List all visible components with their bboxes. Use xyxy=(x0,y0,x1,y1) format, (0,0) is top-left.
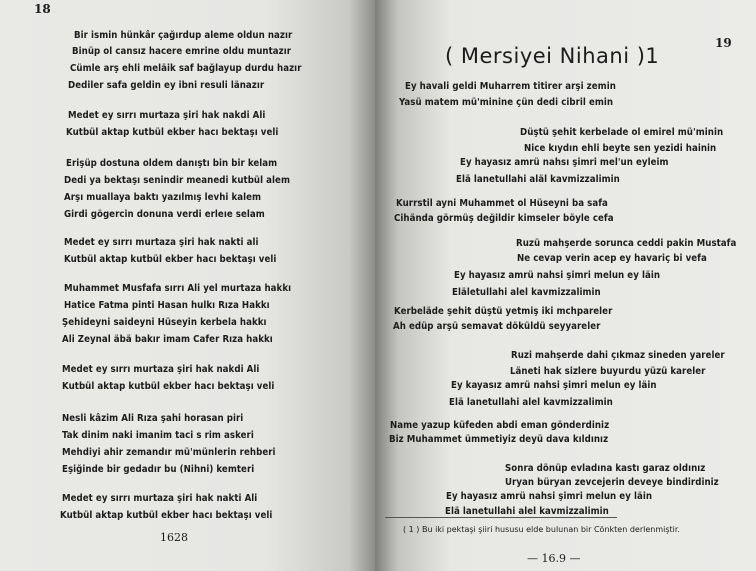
poem-line: Nice kıydın ehli beyte sen yezidi hainin xyxy=(524,143,717,154)
poem-line: Läneti hak sizlere buyurdu yüzü kareler xyxy=(510,366,706,377)
poem-line: Cümle arş ehli meläik saf bağlayup durdu hazır xyxy=(70,63,302,74)
footnote-rule xyxy=(385,517,617,518)
left-page xyxy=(0,0,375,571)
poem-line: Erişüp dostuna oldem danıştı bin bir kelam xyxy=(66,158,278,169)
poem-line: Ey havali geldi Muharrem titirer arşi zemin xyxy=(405,81,616,92)
poem-line: Medet ey sırrı murtaza şiri hak nakti ali xyxy=(64,237,259,248)
poem-line: Ruzi mahşerde dahi çıkmaz sineden yareler xyxy=(511,350,725,361)
poem-line: Kutbül aktap kutbül ekber hacı bektaşı veli xyxy=(62,381,275,392)
poem-line: Medet ey sırrı murtaza şiri hak nakdi Ali xyxy=(68,110,266,121)
poem-line: Kurrstil ayni Muhammet ol Hüseyni ba safa xyxy=(396,198,608,209)
poem-line: Biz Muhammet ümmetiyiz deyü dava kıldınız xyxy=(389,434,609,445)
poem-line: Elä lanetullahi alel kavmizzalimin xyxy=(445,506,609,517)
poem-line: Ey hayasız amrü nahsi şimri melun ey läin xyxy=(446,491,653,502)
poem-line: Name yazup küfeden abdi eman gönderdiniz xyxy=(390,420,610,431)
poem-line: Elä lanetullahi alel kavmizzalimin xyxy=(449,397,613,408)
poem-line: Cihända görmüş değildir kimseler böyle cefa xyxy=(394,213,614,224)
poem-line: Binüp ol cansız hacere emrine oldu muntazır xyxy=(72,46,292,57)
bottom-page-number: 1628 xyxy=(160,531,188,544)
poem-line: Medet ey sırrı murtaza şiri hak nakdi Ali xyxy=(62,364,260,375)
poem-line: Arşı muallaya baktı yazılmış levhi kalem xyxy=(64,192,262,203)
poem-line: Bir ismin hünkâr çağırdup aleme oldun nazır xyxy=(74,30,293,41)
poem-line: Düştü şehit kerbelade ol emirel mü'minin xyxy=(520,127,724,138)
poem-line: Kutbül aktap kutbül ekber hacı bektaşı veli xyxy=(64,254,277,265)
poem-line: Eşiğinde bir gedadır bu (Nihni) kemteri xyxy=(62,464,255,475)
poem-line: Dedi ya bektaşı senindir meanedi kutbül alem xyxy=(64,175,291,186)
poem-line: Sonra dönüp evladına kastı garaz oldınız xyxy=(505,463,706,474)
poem-line: Kerbeläde şehit düştü yetmiş iki mchpareler xyxy=(394,306,613,317)
poem-line: Nesli kâzim Ali Rıza şahi horasan piri xyxy=(62,413,244,424)
poem-line: Ey hayasız amrü nahsı şimri mel'un eyleim xyxy=(460,157,669,168)
poem-line: Muhammet Musfafa sırrı Ali yel murtaza hakkı xyxy=(64,283,292,294)
poem-line: Yasü matem mü'minine çün dedi cibril emin xyxy=(399,97,614,108)
poem-line: Kutbül aktap kutbül ekber hacı bektaşı veli xyxy=(60,510,273,521)
bottom-page-number: — 16.9 — xyxy=(527,552,581,565)
poem-line: Girdi gögercin donuna verdi erleıe selam xyxy=(64,209,265,220)
page-number: 18 xyxy=(34,2,51,16)
poem-line: Ali Zeynal äbä bakır imam Cafer Rıza hakkı xyxy=(62,334,273,345)
poem-line: Hatice Fatma pinti Hasan hulkı Rıza Hakkı xyxy=(64,300,270,311)
poem-line: Uryan büryan zevcejerin deveye bindirdiniz xyxy=(505,477,719,488)
poem-line: Şehideyni saideyni Hüseyin kerbela hakkı xyxy=(62,317,267,328)
poem-line: Elä lanetullahi aläl kavmizzalimin xyxy=(456,174,620,185)
poem-line: Tak dinim naki imanim taci s rim askeri xyxy=(62,430,254,441)
poem-title: ( Mersiyei Nihani )1 xyxy=(445,44,660,68)
poem-line: Dediler safa geldin ey ibni resuli länazır xyxy=(68,80,265,91)
poem-line: Ne cevap verin acep ey havariç bi vefa xyxy=(517,253,707,264)
poem-line: Ey kayasız amrü nahsi şimri melun ey läin xyxy=(451,380,657,391)
right-page xyxy=(375,0,756,571)
poem-line: Ruzü mahşerde sorunca ceddi pakin Mustafa xyxy=(516,238,737,249)
page-number: 19 xyxy=(715,36,732,50)
poem-line: Mehdiyi ahir zemandır mü'münlerin rehberi xyxy=(62,447,276,458)
poem-line: Ah edüp arşü semavat döküldü seyyareler xyxy=(393,321,601,332)
poem-line: Ey hayasız amrü nahsi şimri melun ey läin xyxy=(454,270,661,281)
poem-line: Eläletullahi alel kavmizzalimin xyxy=(452,287,601,298)
poem-line: Kutbül aktap kutbül ekber hacı bektaşı veli xyxy=(66,127,279,138)
footnote: ( 1 ) Bu iki pektaşi şiiri hususu elde bulunan bir Cönkten derlenmiştir. xyxy=(403,525,680,534)
poem-line: Medet ey sırrı murtaza şiri hak nakti Ali xyxy=(62,493,258,504)
